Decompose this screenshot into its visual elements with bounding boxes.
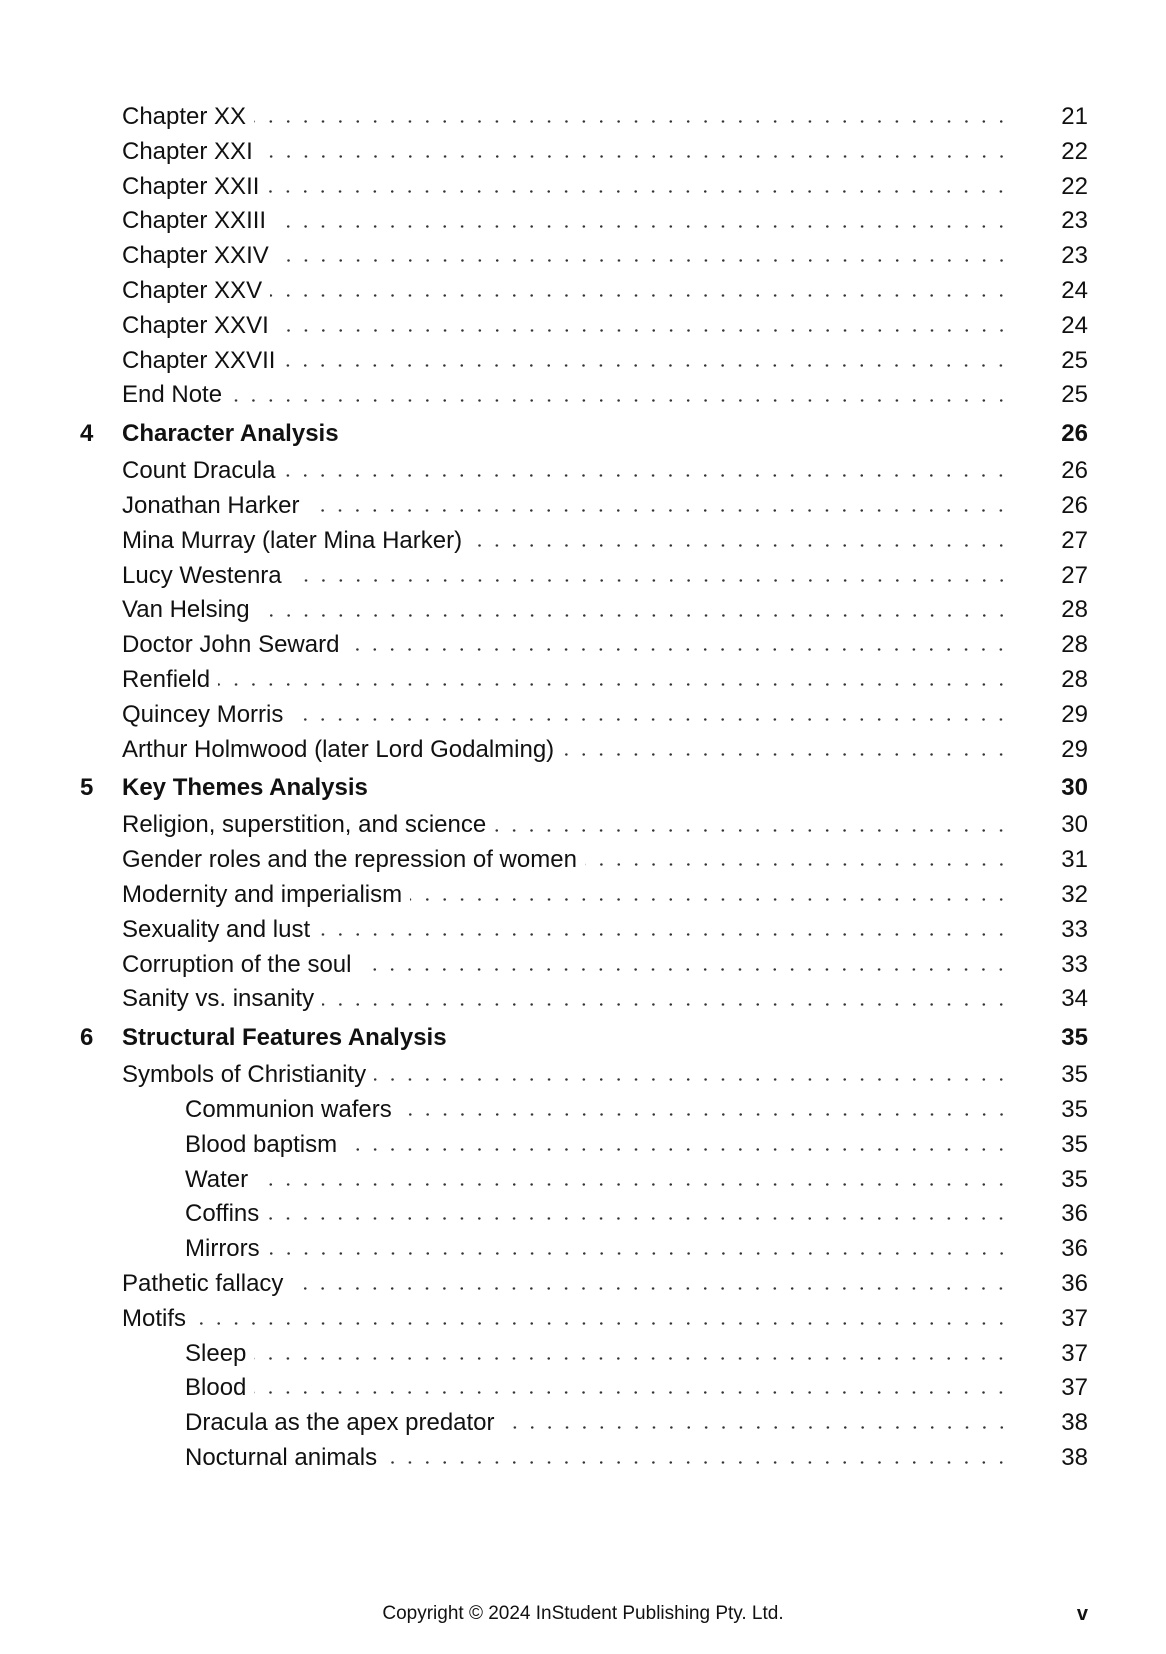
toc-entry-page: 36 [1028,1232,1088,1267]
dot-leader [258,593,1010,628]
toc-entry-page: 38 [1028,1441,1088,1476]
toc-entry-title: Corruption of the soul [122,948,359,983]
toc-entry-title: Doctor John Seward [122,628,347,663]
dot-leader [374,1058,1010,1093]
toc-entry-page: 22 [1028,170,1088,205]
section-page: 30 [1028,767,1088,808]
toc-entry-page: 27 [1028,559,1088,594]
toc-entry-title: Dracula as the apex predator [185,1406,503,1441]
toc-entry-title: Jonathan Harker [122,489,307,524]
toc-entry-page: 33 [1028,913,1088,948]
dot-leader [254,1371,1010,1406]
toc-entry-page: 28 [1028,593,1088,628]
toc-entry-title: Water [185,1163,256,1198]
toc-entry[interactable] [0,454,1166,489]
toc-entry-title: Chapter XXV [122,274,270,309]
toc-entry-title: Chapter XXI [122,135,261,170]
toc-entry-page: 35 [1028,1093,1088,1128]
toc-entry-title: Mirrors [185,1232,268,1267]
toc-section-heading[interactable] [0,413,1166,454]
toc-entry-title: Chapter XX [122,100,254,135]
toc-entry-title: Chapter XXIII [122,204,274,239]
toc-entry-title: Coffins [185,1197,267,1232]
toc-entry-page: 25 [1028,344,1088,379]
toc-entry-page: 35 [1028,1128,1088,1163]
toc-entry-page: 35 [1028,1058,1088,1093]
dot-leader [283,344,1010,379]
section-page: 26 [1028,413,1088,454]
toc-entry-page: 25 [1028,378,1088,413]
section-title: Character Analysis [122,413,347,454]
section-number: 6 [80,1024,94,1052]
dot-leader [270,274,1010,309]
toc-entry[interactable] [0,808,1166,843]
toc-entry-page: 38 [1028,1406,1088,1441]
toc-entry[interactable] [0,100,1166,135]
toc-entry-page: 26 [1028,454,1088,489]
section-number: 5 [80,774,94,802]
toc-entry[interactable] [0,204,1166,239]
toc-entry[interactable] [0,593,1166,628]
dot-leader [318,913,1010,948]
toc-entry-title: Count Dracula [122,454,283,489]
toc-entry-title: Sleep [185,1337,254,1372]
toc-entry-title: Chapter XXII [122,170,267,205]
dot-leader [455,1017,1010,1058]
toc-entry-title: Sexuality and lust [122,913,318,948]
dot-leader [494,808,1010,843]
toc-entry[interactable] [0,1267,1166,1302]
dot-leader [274,204,1010,239]
toc-entry[interactable] [0,309,1166,344]
toc-entry-page: 33 [1028,948,1088,983]
toc-entry[interactable] [0,524,1166,559]
toc-entry-page: 35 [1028,1163,1088,1198]
dot-leader [585,843,1010,878]
dot-leader [254,100,1010,135]
toc-entry-page: 26 [1028,489,1088,524]
toc-subentry[interactable] [0,1093,1166,1128]
toc-subentry[interactable] [0,1163,1166,1198]
toc-entry[interactable] [0,982,1166,1017]
toc-entry-page: 21 [1028,100,1088,135]
toc-entry-title: Arthur Holmwood (later Lord Godalming) [122,733,562,768]
toc-entry[interactable] [0,239,1166,274]
toc-entry-page: 23 [1028,204,1088,239]
dot-leader [307,489,1010,524]
dot-leader [291,1267,1010,1302]
toc-entry[interactable] [0,948,1166,983]
dot-leader [376,767,1010,808]
dot-leader [277,309,1010,344]
section-number: 4 [80,420,94,448]
toc-entry-page: 29 [1028,698,1088,733]
dot-leader [283,454,1010,489]
toc-entry-title: Blood [185,1371,254,1406]
toc-entry[interactable] [0,1302,1166,1337]
dot-leader [470,524,1010,559]
toc-entry[interactable] [0,135,1166,170]
toc-entry-title: Pathetic fallacy [122,1267,291,1302]
toc-entry[interactable] [0,663,1166,698]
dot-leader [359,948,1010,983]
toc-entry[interactable] [0,843,1166,878]
dot-leader [347,413,1010,454]
toc-entry[interactable] [0,344,1166,379]
toc-entry-title: Religion, superstition, and science [122,808,494,843]
dot-leader [322,982,1010,1017]
toc-entry[interactable] [0,913,1166,948]
toc-entry-title: Modernity and imperialism [122,878,410,913]
toc-entry[interactable] [0,733,1166,768]
toc-entry-page: 29 [1028,733,1088,768]
toc-entry-page: 28 [1028,663,1088,698]
toc-entry[interactable] [0,878,1166,913]
toc-entry-page: 36 [1028,1197,1088,1232]
dot-leader [562,733,1010,768]
toc-entry-title: Blood baptism [185,1128,345,1163]
toc-entry-page: 23 [1028,239,1088,274]
copyright-notice: Copyright © 2024 InStudent Publishing Pty. Ltd. [382,1603,784,1624]
toc-section-heading[interactable] [0,767,1166,808]
toc-entry-page: 24 [1028,274,1088,309]
toc-subentry[interactable] [0,1232,1166,1267]
dot-leader [290,559,1010,594]
toc-entry-title: Chapter XXIV [122,239,277,274]
toc-entry-page: 32 [1028,878,1088,913]
table-of-contents [0,100,1166,1476]
toc-entry[interactable] [0,698,1166,733]
dot-leader [267,1197,1010,1232]
toc-entry-page: 30 [1028,808,1088,843]
section-title: Key Themes Analysis [122,767,376,808]
toc-entry-title: Gender roles and the repression of women [122,843,585,878]
dot-leader [267,170,1010,205]
toc-entry-title: End Note [122,378,230,413]
toc-entry-page: 37 [1028,1337,1088,1372]
toc-entry-title: Symbols of Christianity [122,1058,374,1093]
dot-leader [230,378,1010,413]
toc-entry-title: Communion wafers [185,1093,400,1128]
toc-entry-title: Mina Murray (later Mina Harker) [122,524,470,559]
section-page: 35 [1028,1017,1088,1058]
dot-leader [268,1232,1010,1267]
dot-leader [291,698,1010,733]
toc-entry[interactable] [0,274,1166,309]
toc-entry-page: 22 [1028,135,1088,170]
page-footer [0,1603,1166,1633]
toc-entry-page: 31 [1028,843,1088,878]
dot-leader [503,1406,1010,1441]
toc-entry[interactable] [0,559,1166,594]
toc-entry-page: 36 [1028,1267,1088,1302]
toc-entry-page: 24 [1028,309,1088,344]
toc-subentry[interactable] [0,1406,1166,1441]
dot-leader [254,1337,1010,1372]
toc-entry-page: 27 [1028,524,1088,559]
toc-entry-page: 37 [1028,1302,1088,1337]
dot-leader [400,1093,1010,1128]
toc-entry[interactable] [0,489,1166,524]
dot-leader [194,1302,1010,1337]
toc-subentry[interactable] [0,1337,1166,1372]
section-title: Structural Features Analysis [122,1017,455,1058]
toc-entry-page: 28 [1028,628,1088,663]
toc-entry-page: 34 [1028,982,1088,1017]
toc-entry-title: Renfield [122,663,218,698]
dot-leader [385,1441,1010,1476]
dot-leader [345,1128,1010,1163]
dot-leader [410,878,1010,913]
dot-leader [256,1163,1010,1198]
toc-entry-title: Chapter XXVII [122,344,283,379]
toc-entry-title: Sanity vs. insanity [122,982,322,1017]
toc-entry[interactable] [0,628,1166,663]
toc-subentry[interactable] [0,1197,1166,1232]
toc-entry-title: Chapter XXVI [122,309,277,344]
toc-section-heading[interactable] [0,1017,1166,1058]
toc-subentry[interactable] [0,1128,1166,1163]
toc-entry-title: Lucy Westenra [122,559,290,594]
dot-leader [218,663,1010,698]
toc-subentry[interactable] [0,1441,1166,1476]
page-number: v [1076,1603,1088,1625]
dot-leader [277,239,1010,274]
toc-entry[interactable] [0,378,1166,413]
toc-entry[interactable] [0,1058,1166,1093]
dot-leader [347,628,1010,663]
toc-entry[interactable] [0,170,1166,205]
toc-entry-title: Motifs [122,1302,194,1337]
toc-entry-title: Quincey Morris [122,698,291,733]
toc-subentry[interactable] [0,1371,1166,1406]
toc-entry-title: Nocturnal animals [185,1441,385,1476]
toc-entry-title: Van Helsing [122,593,258,628]
toc-entry-page: 37 [1028,1371,1088,1406]
dot-leader [261,135,1010,170]
